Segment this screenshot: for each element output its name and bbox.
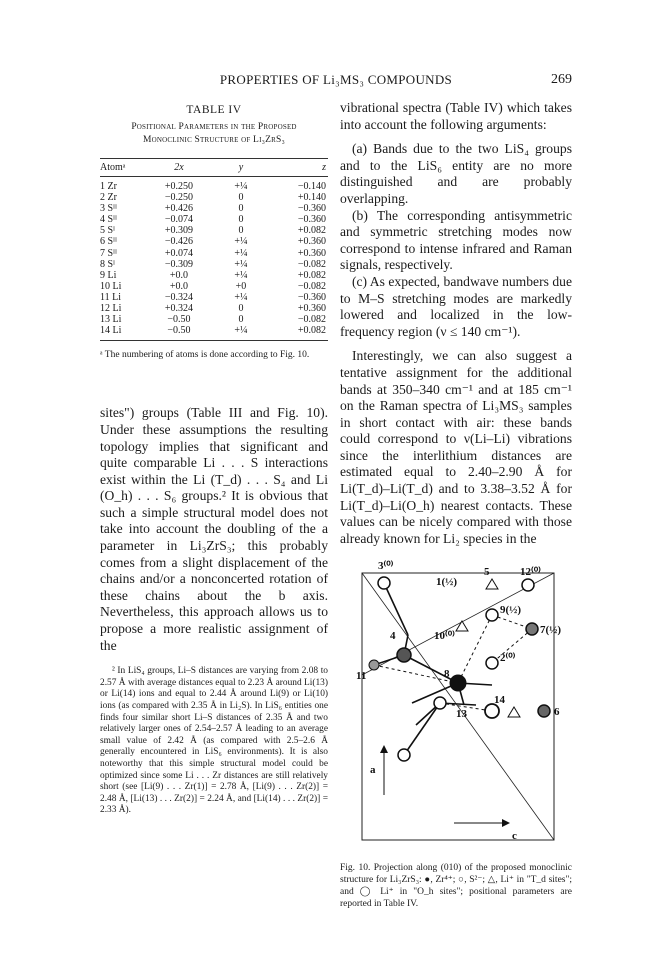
cell-2x: −0.074 <box>164 214 194 226</box>
cell-atom: 9 Li <box>100 269 117 281</box>
label-10: 10⁽⁰⁾ <box>434 630 455 642</box>
label-9: 9(½) <box>500 604 522 616</box>
cell-2x: −0.324 <box>164 291 194 303</box>
cell-atom: 11 Li <box>100 291 122 303</box>
table-row <box>100 225 328 236</box>
label-11: 11 <box>356 670 367 682</box>
cell-y: 0 <box>238 203 244 215</box>
atom-8 <box>450 675 466 691</box>
cell-2x: +0.074 <box>164 247 194 259</box>
cell-z: −0.082 <box>297 258 326 270</box>
label-6: 6 <box>554 706 560 718</box>
label-8: 8 <box>444 668 450 680</box>
cell-2x: +0.0 <box>169 280 189 292</box>
col-header-y: y <box>214 159 268 177</box>
cell-2x: −0.50 <box>167 314 191 326</box>
cell-2x: +0.324 <box>164 303 194 315</box>
col-header-2x: 2x <box>144 159 214 177</box>
cell-atom: 8 Sᴵ <box>100 258 116 270</box>
table-row <box>100 281 328 292</box>
table-title: TABLE IV <box>186 104 242 116</box>
label-13: 13 <box>456 708 467 720</box>
table-caption-line1: Positional Parameters in the Proposed <box>131 122 297 132</box>
right-column <box>340 100 572 547</box>
table-row <box>100 177 328 193</box>
table-caption-line2: Monoclinic Structure of Li₃ZrS₃ <box>143 134 285 145</box>
cell-z: +0.082 <box>268 325 328 341</box>
left-column <box>100 100 328 817</box>
table-row <box>100 292 328 303</box>
table-row <box>100 248 328 259</box>
footnote-2: ² In LiS₄ groups, Li–S distances are varying from 2.08 to 2.57 Å with average distances equal to 2.23 Å around Li(13) or Li(14) ions and equal to 2.44 Å around Li(9) or Li(10) ions (as compared with 2.35 Å in Li₂S). In LiS₆ entities one finds four similar short Li–S distances of 2.35 Å and two relatively larger ones of 2.54–2.57 Å leading to an average small value of 2.42 Å (as compared with 2.5–2.6 Å generally encountered in LiS₆ environments). It is also noteworthy that this simple structural model could be optimized since some Li . . . Zr distances are still relatively short (see [Li(9) . . . Zr(1)] = 2.78 Å, [Li(9) . . . Zr(2)] = 2.48 Å, [Li(13) . . . Zr(2)] = 2.24 Å, and [Li(14) . . . Zr(2)] = 2.33 Å). <box>100 666 328 816</box>
label-axis-c: c <box>512 830 517 842</box>
cell-2x: −0.50 <box>144 325 214 341</box>
atom-2 <box>486 657 498 669</box>
cell-y: +¼ <box>214 325 268 341</box>
cell-y: +¼ <box>234 236 248 248</box>
cell-y: +¼ <box>234 291 248 303</box>
atom-7 <box>526 623 538 635</box>
atom-11 <box>369 660 379 670</box>
cell-2x: +0.309 <box>164 225 194 237</box>
cell-z: −0.140 <box>297 181 326 192</box>
atom-5 <box>486 579 498 589</box>
table-footnote: ᵃ The numbering of atoms is done according to Fig. 10. <box>100 350 310 361</box>
cell-y: +¼ <box>234 181 248 192</box>
label-14: 14 <box>494 694 505 706</box>
figure-10 <box>344 555 570 855</box>
cell-atom: 3 Sᴵᴵ <box>100 203 118 215</box>
cell-z: +0.360 <box>297 247 326 259</box>
cell-2x: −0.426 <box>164 236 194 248</box>
label-12: 12⁽⁰⁾ <box>520 566 541 578</box>
label-axis-a: a <box>370 764 376 776</box>
label-7: 7(½) <box>540 624 562 636</box>
table-row <box>100 325 328 341</box>
atom-12 <box>522 579 534 591</box>
atom-14 <box>508 707 520 717</box>
cell-2x: +0.250 <box>164 181 194 192</box>
cell-atom: 5 Sᴵ <box>100 225 116 237</box>
cell-y: +¼ <box>234 269 248 281</box>
cell-y: +¼ <box>234 247 248 259</box>
cell-diagonal <box>362 573 554 840</box>
right-paragraph-5: Interestingly, we can also suggest a tentative assignment for the additional bands at 350–340 cm⁻¹ and at 185 cm⁻¹ on the Raman spectra of Li₃MS₃ samples in short contact with air: these bands could correspond to ν(Li–Li) vibrations since the interlithium distances are estimated equal to 2.40–2.90 Å for Li(T_d)–Li(T_d) and to 3.38–3.52 Å for Li(T_d)–Li(O_h) nearest contacts. These values can be nicely compared with those already known for Li₂ species in the <box>340 348 572 546</box>
cell-atom: 7 Sᴵᴵ <box>100 247 118 259</box>
cell-z: +0.082 <box>297 225 326 237</box>
table-row <box>100 214 328 225</box>
cell-y: 0 <box>238 192 244 204</box>
cell-z: −0.360 <box>297 214 326 226</box>
cell-atom: 6 Sᴵᴵ <box>100 236 118 248</box>
cell-atom: 4 Sᴵᴵ <box>100 214 118 226</box>
label-4: 4 <box>390 630 396 642</box>
table-row <box>100 259 328 270</box>
table-row <box>100 192 328 203</box>
cell-z: −0.082 <box>297 314 326 326</box>
table-row <box>100 303 328 314</box>
col-header-z: z <box>268 159 328 177</box>
label-3: 3⁽⁰⁾ <box>378 560 394 572</box>
running-title: PROPERTIES OF Li₃MS₃ COMPOUNDS <box>219 72 453 87</box>
left-paragraph: sites") groups (Table III and Fig. 10). Under these assumptions the resulting topology implies that significant and quite comparable Li . . . S interactions exist within the Li (T_d) . . . S₄ and Li (O_h) . . . S₆ groups.² It is obvious that such a simple structural model does not take into account the doubling of the a parameter in Li₃ZrS₃; this probably comes from a slight displacement of the chains and/or a nonconcerted rotation of these chains about the b axis. Nevertheless, this approach allows us to propose a more realistic assignment of the <box>100 405 328 653</box>
left-body-text <box>100 405 328 654</box>
cell-atom: 14 Li <box>100 325 144 341</box>
cell-z: +0.082 <box>297 269 326 281</box>
atoms <box>369 577 550 761</box>
right-paragraph-4: (c) As expected, bandwave numbers due to M–S stretching modes are markedly lowered and localized in the low-frequency region (ν ≤ 140 cm⁻¹). <box>340 273 572 339</box>
atom-bottom <box>398 749 410 761</box>
cell-y: 0 <box>238 214 244 226</box>
cell-y: 0 <box>238 314 244 326</box>
table-header-row <box>100 159 328 177</box>
right-body-text <box>340 100 572 547</box>
label-1: 1(½) <box>436 576 458 588</box>
cell-z: +0.360 <box>297 236 326 248</box>
cell-z: −0.360 <box>297 203 326 215</box>
right-paragraph-3: (b) The corresponding antisymmetric and symmetric stretching modes now correspond to intense infrared and Raman signals, respectively. <box>340 207 572 273</box>
atom-13b <box>485 704 499 718</box>
axis-c-arrow <box>502 819 510 827</box>
cell-y: +0 <box>235 280 247 292</box>
cell-atom: 2 Zr <box>100 192 117 204</box>
structure-projection-diagram <box>344 555 570 855</box>
cell-atom: 10 Li <box>100 280 122 292</box>
atom-3 <box>378 577 390 589</box>
cell-z: −0.082 <box>297 280 326 292</box>
label-2: 2⁽⁰⁾ <box>500 652 516 664</box>
cell-2x: −0.309 <box>164 258 194 270</box>
positional-parameters-table <box>100 158 328 341</box>
atom-4 <box>397 648 411 662</box>
table-row <box>100 270 328 281</box>
cell-2x: −0.250 <box>164 192 194 204</box>
atom-6 <box>538 705 550 717</box>
cell-atom: 12 Li <box>100 303 122 315</box>
page-number: 269 <box>551 72 572 87</box>
cell-z: +0.360 <box>297 303 326 315</box>
cell-z: −0.360 <box>297 291 326 303</box>
right-paragraph-2: (a) Bands due to the two LiS₄ groups and to the LiS₆ entity are no more distinguished and are probably overlapping. <box>340 141 572 206</box>
cell-2x: +0.0 <box>169 269 189 281</box>
table-row <box>100 203 328 214</box>
cell-y: 0 <box>238 303 244 315</box>
cell-atom: 13 Li <box>100 314 122 326</box>
right-paragraph-1: vibrational spectra (Table IV) which takes into account the following arguments: <box>340 100 572 132</box>
cell-atom: 1 Zr <box>100 181 117 192</box>
table-row <box>100 236 328 247</box>
atom-10 <box>456 621 468 631</box>
cell-2x: +0.426 <box>164 203 194 215</box>
cell-y: 0 <box>238 225 244 237</box>
atom-9 <box>486 609 498 621</box>
label-5: 5 <box>484 566 490 578</box>
cell-y: +¼ <box>234 258 248 270</box>
figure-caption: Fig. 10. Projection along (010) of the proposed monoclinic structure for Li₃ZrS₃: ●, Zr⁴⁺; ○, S²⁻; △, Li⁺ in "T_d sites"; and ◯ Li⁺ in "O_h sites"; positional parameters are reported in Table IV. <box>340 863 572 909</box>
cell-z: +0.140 <box>297 192 326 204</box>
table-row <box>100 314 328 325</box>
col-header-atom: Atomᵃ <box>100 159 144 177</box>
axis-a-arrow <box>380 745 388 753</box>
atom-13 <box>434 697 446 709</box>
